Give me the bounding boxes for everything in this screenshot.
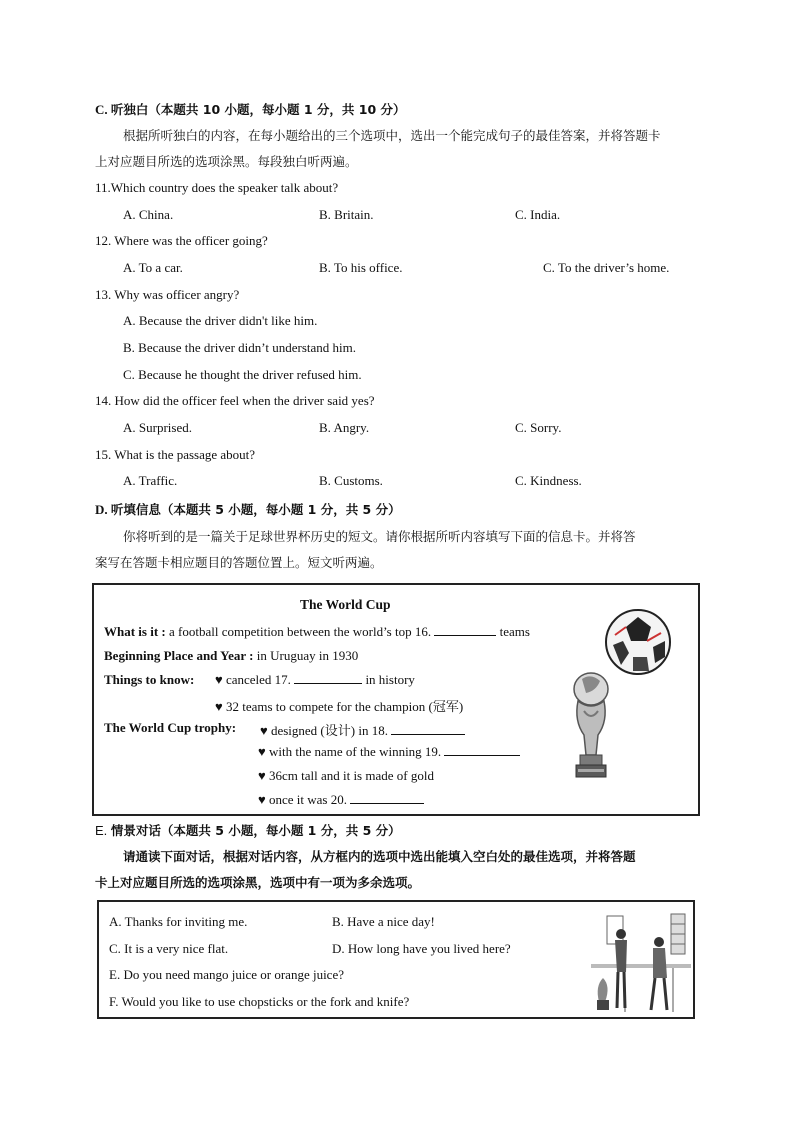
option-12-c: C. To the driver’s home. <box>543 260 670 275</box>
card-trophy-4: ♥ once it was 20. <box>258 792 424 808</box>
section-c-instructions-line1: 根据所听独白的内容，在每小题给出的三个选项中，选出一个能完成句子的最佳答案，并将答题卡 <box>123 128 661 143</box>
card-trophy-label: The World Cup trophy: <box>104 720 237 735</box>
option-11-a: A. China. <box>123 207 174 222</box>
option-d: D. How long have you lived here? <box>332 941 511 956</box>
section-e-instructions-line1: 请通读下面对话，根据对话内容，从方框内的选项中选出能填入空白处的最佳选项，并将答题 <box>123 849 636 864</box>
card-things-2: ♥ 32 teams to compete for the champion (冠军) <box>215 699 464 714</box>
option-13-c: C. Because he thought the driver refused him. <box>123 367 362 382</box>
option-12-a: A. To a car. <box>123 260 183 275</box>
section-d-instructions-line2: 案写在答题卡相应题目的答题位置上。短文听两遍。 <box>95 555 383 570</box>
card-trophy-3: ♥ 36cm tall and it is made of gold <box>258 768 434 783</box>
section-c-title: C. 听独白（本题共 10 小题，每小题 1 分，共 10 分） <box>95 102 406 117</box>
option-13-b: B. Because the driver didn’t understand him. <box>123 340 356 355</box>
blank-20[interactable] <box>350 792 424 804</box>
option-e: E. Do you need mango juice or orange juice? <box>109 967 344 982</box>
option-12-b: B. To his office. <box>319 260 403 275</box>
card-trophy-2: ♥ with the name of the winning 19. <box>258 744 520 760</box>
option-f: F. Would you like to use chopsticks or the fork and knife? <box>109 994 410 1009</box>
option-a: A. Thanks for inviting me. <box>109 914 248 929</box>
world-cup-trophy-icon <box>566 671 616 789</box>
blank-17[interactable] <box>294 672 362 684</box>
option-15-a: A. Traffic. <box>123 473 178 488</box>
question-12: 12. Where was the officer going? <box>95 233 268 248</box>
card-what-row: What is it : a football competition between the world’s top 16. teams <box>104 624 530 639</box>
option-c: C. It is a very nice flat. <box>109 941 229 956</box>
section-e-instructions-line2: 卡上对应题目所选的选项涂黑，选项中有一项为多余选项。 <box>95 875 421 890</box>
section-e-title: E. 情景对话（本题共 5 小题，每小题 1 分，共 5 分） <box>95 823 401 838</box>
question-15: 15. What is the passage about? <box>95 447 256 462</box>
option-11-b: B. Britain. <box>319 207 374 222</box>
dialogue-options-box <box>97 900 695 1019</box>
card-things-label: Things to know: <box>104 672 195 687</box>
section-d-title: D. 听填信息（本题共 5 小题，每小题 1 分，共 5 分） <box>95 502 401 517</box>
people-chatting-illustration <box>591 912 691 1014</box>
option-14-a: A. Surprised. <box>123 420 192 435</box>
world-cup-info-card <box>92 583 700 816</box>
card-things-1: ♥ canceled 17. in history <box>215 672 415 687</box>
question-11: 11.Which country does the speaker talk about? <box>95 180 339 195</box>
card-begin-row: Beginning Place and Year : in Uruguay in 1930 <box>104 648 359 663</box>
question-14: 14. How did the officer feel when the driver said yes? <box>95 393 375 408</box>
option-14-b: B. Angry. <box>319 420 370 435</box>
football-icon <box>603 607 673 677</box>
blank-19[interactable] <box>444 744 520 756</box>
card-title: The World Cup <box>300 597 391 612</box>
blank-16[interactable] <box>434 624 496 636</box>
blank-18[interactable] <box>391 723 465 735</box>
option-15-c: C. Kindness. <box>515 473 582 488</box>
section-c-instructions-line2: 上对应题目所选的选项涂黑。每段独白听两遍。 <box>95 154 358 169</box>
option-15-b: B. Customs. <box>319 473 383 488</box>
option-11-c: C. India. <box>515 207 561 222</box>
option-b: B. Have a nice day! <box>332 914 435 929</box>
option-14-c: C. Sorry. <box>515 420 562 435</box>
section-d-instructions-line1: 你将听到的是一篇关于足球世界杯历史的短文。请你根据所听内容填写下面的信息卡。并将答 <box>123 529 636 544</box>
card-trophy-1: ♥ designed (设计) in 18. <box>260 720 465 739</box>
option-13-a: A. Because the driver didn't like him. <box>123 313 318 328</box>
question-13: 13. Why was officer angry? <box>95 287 240 302</box>
